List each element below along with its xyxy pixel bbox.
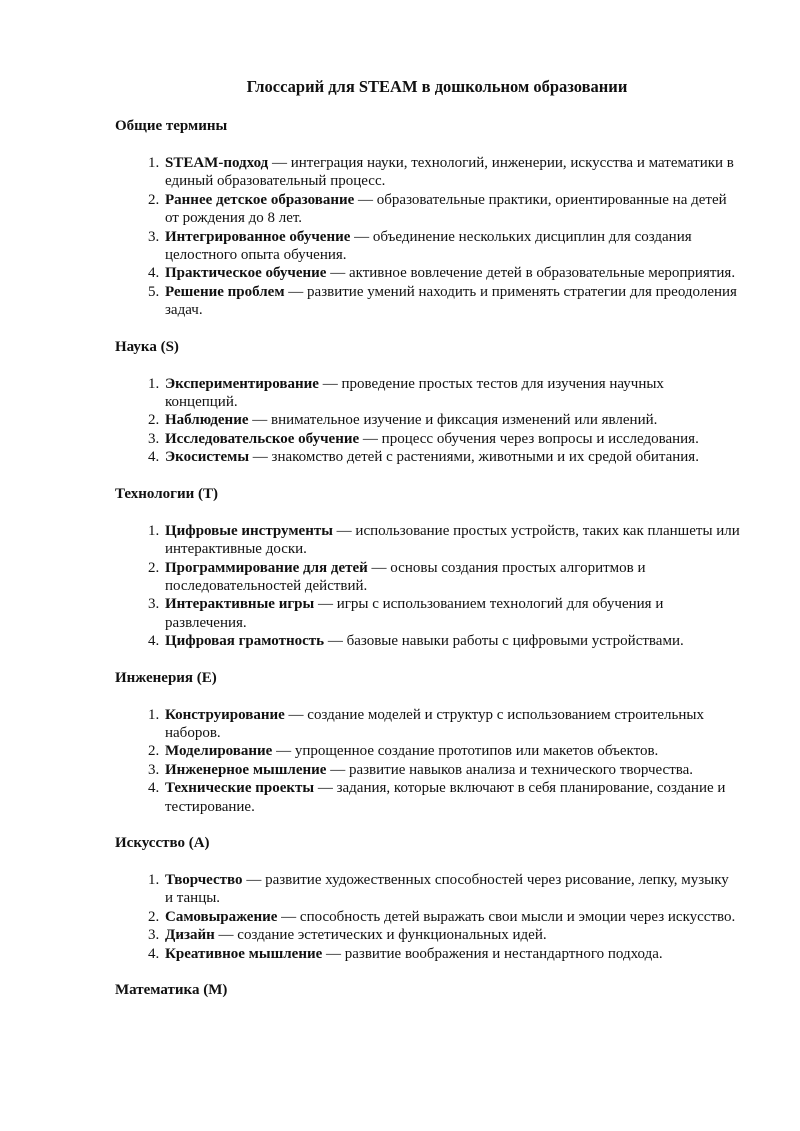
list-item	[163, 283, 740, 320]
term-list	[115, 706, 740, 816]
list-item	[163, 926, 740, 944]
term-definition: — упрощенное создание прототипов или макетов объектов.	[272, 743, 659, 760]
term-name: Цифровая грамотность	[165, 633, 325, 650]
section-math	[115, 981, 740, 1000]
section-heading: Инженерия (E)	[115, 669, 217, 686]
term-definition: — развитие умений находить и применять стратегии для преодоления задач.	[165, 283, 737, 319]
term-name: Экосистемы	[165, 449, 250, 466]
term-definition: — игры с использованием технологий для обучения и развлечения.	[165, 596, 664, 631]
section-heading: Технологии (T)	[115, 485, 218, 502]
term-definition: — активное вовлечение детей в образовательные мероприятия.	[326, 265, 736, 282]
list-item	[163, 779, 740, 816]
list-item	[163, 761, 740, 779]
list-item	[163, 908, 740, 926]
term-list	[115, 871, 740, 963]
term-name: Практическое обучение	[165, 265, 327, 282]
term-name: Интерактивные игры	[165, 596, 315, 613]
term-list	[115, 522, 740, 651]
section-technology	[115, 485, 740, 651]
list-item	[163, 375, 740, 412]
document-title: Глоссарий для STEAM в дошкольном образовании	[246, 77, 628, 96]
term-definition: — развитие навыков анализа и технического творчества.	[326, 761, 694, 778]
term-name: Решение проблем	[165, 283, 285, 300]
list-item	[163, 154, 740, 191]
term-definition: — задания, которые включают в себя планирование, создание и тестирование.	[165, 780, 726, 815]
list-item	[163, 191, 740, 228]
list-item	[163, 559, 740, 596]
term-definition: — объединение нескольких дисциплин для создания целостного опыта обучения.	[165, 228, 692, 264]
term-name: Креативное мышление	[165, 945, 323, 962]
term-name: Экспериментирование	[165, 375, 319, 392]
term-name: Самовыражение	[165, 908, 278, 925]
term-name: Инженерное мышление	[165, 761, 327, 778]
term-name: Моделирование	[165, 743, 273, 760]
term-list	[115, 154, 740, 320]
term-definition: — развитие воображения и нестандартного подхода.	[322, 945, 663, 962]
term-definition: — базовые навыки работы с цифровыми устройствами.	[324, 633, 684, 650]
term-definition: — создание эстетических и функциональных идей.	[214, 927, 547, 944]
section-heading: Общие термины	[115, 118, 228, 134]
section-art	[115, 834, 740, 963]
list-item	[163, 522, 740, 559]
term-definition: — внимательное изучение и фиксация изменений или явлений.	[248, 412, 658, 429]
section-engineering	[115, 669, 740, 816]
list-item	[163, 411, 740, 429]
list-item	[163, 632, 740, 650]
list-item	[163, 871, 740, 908]
term-name: Конструирование	[165, 706, 285, 723]
list-item	[163, 706, 740, 743]
list-item	[163, 228, 740, 265]
list-item	[163, 945, 740, 963]
list-item	[163, 448, 740, 466]
term-name: Раннее детское образование	[165, 191, 355, 208]
term-name: Творчество	[165, 871, 243, 888]
section-heading: Искусство (A)	[115, 834, 210, 851]
term-definition: — образовательные практики, ориентированные на детей от рождения до 8 лет.	[165, 191, 727, 227]
list-item	[163, 742, 740, 760]
section-science	[115, 338, 740, 467]
list-item	[163, 430, 740, 448]
section-general-terms	[115, 117, 740, 320]
term-name: STEAM-подход	[165, 155, 269, 171]
term-list	[115, 375, 740, 467]
term-definition: — проведение простых тестов для изучения научных концепций.	[165, 375, 664, 411]
term-definition: — основы создания простых алгоритмов и последовательностей действий.	[165, 559, 646, 594]
section-heading: Математика (M)	[115, 982, 228, 998]
term-name: Программирование для детей	[165, 559, 368, 576]
term-definition: — создание моделей и структур с использованием строительных наборов.	[165, 706, 704, 741]
term-definition: — процесс обучения через вопросы и исследования.	[359, 430, 699, 447]
term-name: Интегрированное обучение	[165, 228, 351, 245]
term-definition: — знакомство детей с растениями, животными и их средой обитания.	[249, 449, 699, 466]
term-definition: — способность детей выражать свои мысли и эмоции через искусство.	[277, 908, 736, 925]
term-name: Технические проекты	[165, 780, 315, 797]
term-name: Наблюдение	[165, 412, 249, 429]
list-item	[163, 595, 740, 632]
term-name: Дизайн	[165, 927, 215, 944]
term-definition: — интеграция науки, технологий, инженерии, искусства и математики в единый образовательный процесс.	[165, 155, 734, 190]
term-definition: — развитие художественных способностей через рисование, лепку, музыку и танцы.	[165, 871, 729, 907]
term-name: Исследовательское обучение	[165, 430, 360, 447]
term-name: Цифровые инструменты	[165, 522, 333, 539]
section-heading: Наука (S)	[115, 338, 179, 355]
term-definition: — использование простых устройств, таких как планшеты или интерактивные доски.	[165, 522, 740, 558]
list-item	[163, 264, 740, 282]
